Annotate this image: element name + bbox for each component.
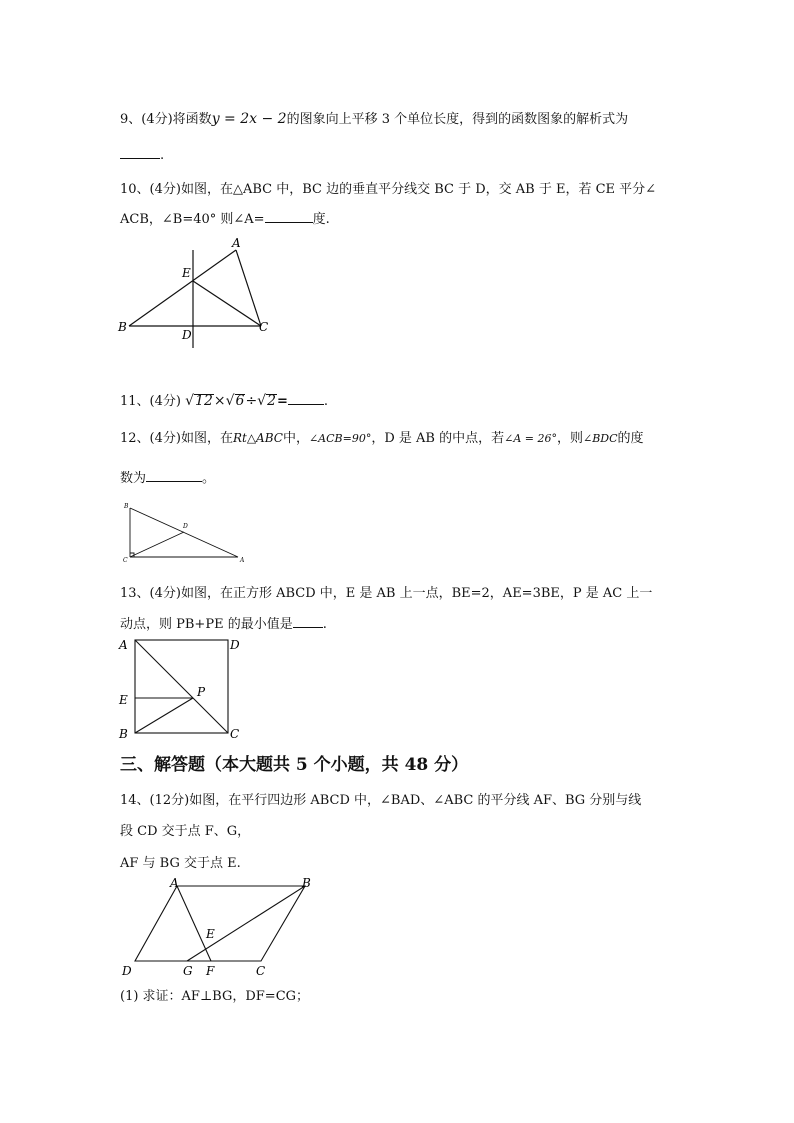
- q13-label-A: A: [119, 638, 128, 652]
- q10-label-B: B: [118, 320, 127, 334]
- question-12-line-1: [120, 427, 644, 446]
- q12-angle-bdc: ∠BDC: [583, 432, 618, 445]
- question-14-line-3: AF 与 BG 交于点 E.: [120, 856, 241, 871]
- q14-label-E: E: [206, 927, 215, 941]
- q12-figure: [120, 500, 250, 565]
- q12-label-A: A: [240, 557, 245, 564]
- q13-line2-end: .: [322, 617, 327, 632]
- q14-line-BG: [187, 886, 305, 961]
- q12-line2-end: 。: [202, 471, 216, 486]
- q12-triangle: Rt△ABC: [232, 431, 283, 445]
- q11-radicand-1: 12: [195, 393, 213, 409]
- question-14-line-2: 段 CD 交于点 F、G，: [120, 824, 251, 839]
- q10-figure: [115, 235, 275, 350]
- question-9-line-2: [120, 146, 164, 163]
- q11-radicand-3: 2: [267, 393, 277, 409]
- question-9-line-1: [120, 108, 628, 127]
- q11-expression: √12×√6÷√2: [185, 393, 277, 409]
- q9-prefix: 9、(4分)将函数: [120, 112, 212, 127]
- question-10-line-2: [120, 208, 330, 227]
- q13-answer-blank: [293, 615, 323, 628]
- q10-line2-prefix: ACB，∠B=40° 则∠A=: [120, 212, 265, 227]
- q13-label-D: D: [230, 638, 240, 652]
- question-13-line-1: 13、(4分)如图，在正方形 ABCD 中，E 是 AB 上一点，BE=2，AE=3BE，P 是 AC 上一: [120, 586, 653, 601]
- q13-line2-prefix: 动点，则 PB+PE 的最小值是: [120, 617, 293, 632]
- question-14-line-1: 14、(12分)如图，在平行四边形 ABCD 中，∠BAD、∠ABC 的平分线 AF、BG 分别与线: [120, 793, 642, 808]
- question-13-line-2: [120, 613, 327, 632]
- q14-label-C: C: [256, 964, 266, 978]
- q10-line-EC: [193, 281, 261, 326]
- q13-label-C: C: [230, 727, 240, 741]
- q14-label-G: G: [183, 964, 193, 978]
- q11-times: ×: [213, 393, 226, 409]
- question-12-line-2: [120, 467, 215, 486]
- q12-label-C: C: [123, 557, 128, 564]
- q12-answer-blank: [146, 469, 202, 482]
- q11-answer-blank: [288, 392, 324, 405]
- q12-angle-acb: ∠ACB=90°: [308, 432, 372, 445]
- q12-line2-prefix: 数为: [120, 471, 147, 486]
- q11-end: .: [323, 394, 329, 409]
- q14-line-AF: [177, 886, 211, 961]
- q9-suffix: 的图象向上平移 3 个单位长度，得到的函数图象的解析式为: [286, 112, 629, 127]
- q10-label-C: C: [259, 320, 269, 334]
- q9-formula: y = 2x − 2: [211, 111, 287, 127]
- q11-radicand-2: 6: [235, 393, 245, 409]
- q10-label-A: A: [232, 236, 241, 250]
- q10-line2-suffix: 度.: [312, 212, 330, 227]
- q13-diagonal-AC: [135, 640, 228, 733]
- q10-label-E: E: [182, 266, 191, 280]
- q12-prefix: 12、(4分)如图，在: [120, 431, 233, 446]
- question-14-part-1: (1) 求证：AF⊥BG，DF=CG；: [120, 989, 310, 1004]
- q14-parallelogram-ABDC: [135, 886, 305, 961]
- q11-prefix: 11、(4分): [120, 394, 181, 409]
- q10-line-AC: [236, 250, 261, 326]
- q14-label-A: A: [170, 876, 179, 890]
- q11-div: ÷: [245, 393, 258, 409]
- q12-line-CD: [130, 532, 184, 557]
- q12-mid2: ，D 是 AB 的中点，若: [371, 431, 505, 446]
- q10-line-BA: [129, 250, 236, 326]
- question-10-line-1: 10、(4分)如图，在△ABC 中，BC 边的垂直平分线交 BC 于 D，交 AB 于 E，若 CE 平分∠: [120, 182, 657, 197]
- q14-label-B: B: [302, 876, 311, 890]
- q13-label-B: B: [119, 727, 128, 741]
- section-3-heading: 三、解答题（本大题共 5 个小题，共 48 分）: [120, 755, 469, 775]
- q13-label-E: E: [119, 693, 128, 707]
- q13-label-P: P: [197, 685, 206, 699]
- q9-answer-blank: [120, 146, 160, 159]
- question-11-line: [120, 390, 328, 409]
- q13-figure: [115, 632, 250, 744]
- q12-suffix: 的度: [617, 431, 644, 446]
- q14-label-D: D: [122, 964, 132, 978]
- q11-eq: =: [277, 394, 288, 409]
- q13-line-BP: [135, 698, 193, 733]
- q12-angle-a: ∠A = 26°: [504, 432, 557, 445]
- q12-mid3: ，则: [556, 431, 583, 446]
- q12-label-D: D: [183, 523, 188, 530]
- q12-label-B: B: [124, 503, 129, 510]
- q10-answer-blank: [265, 210, 313, 223]
- q9-end: .: [160, 148, 165, 163]
- q12-mid1: 中，: [282, 431, 309, 446]
- q14-figure: [115, 876, 320, 978]
- q14-label-F: F: [206, 964, 215, 978]
- q10-label-D: D: [182, 328, 192, 342]
